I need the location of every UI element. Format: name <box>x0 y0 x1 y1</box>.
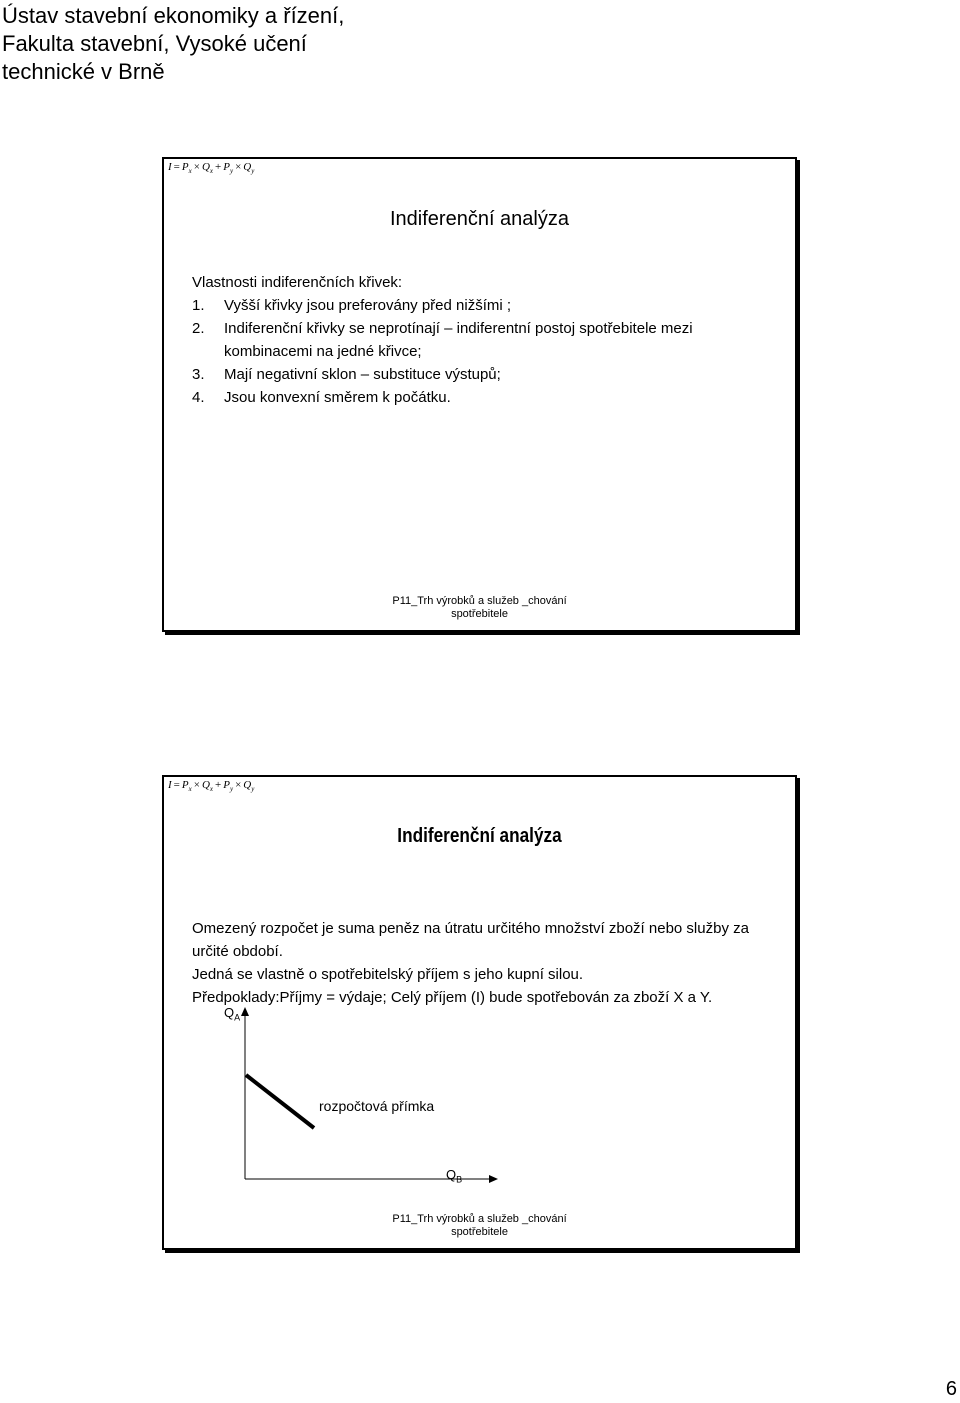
formula-subscript: y <box>251 167 255 176</box>
header-line: technické v Brně <box>2 59 165 84</box>
formula-subscript: x <box>188 785 192 794</box>
properties-list <box>192 294 712 409</box>
list-number: 3. <box>192 366 205 383</box>
formula-subscript: y <box>229 167 234 176</box>
budget-line <box>246 1075 314 1128</box>
paragraph: Jedná se vlastně o spotřebitelský příjem s jeho kupní silou. <box>192 966 584 983</box>
formula-symbol: I <box>168 161 172 173</box>
list-text: Vyšší křivky jsou preferovány před nižšími ; <box>224 297 512 314</box>
graph-svg <box>204 1005 534 1185</box>
formula-subscript: y <box>229 785 234 794</box>
budget-formula <box>168 161 254 175</box>
budget-line-label: rozpočtová přímka <box>319 1098 435 1114</box>
formula-operator: = <box>173 779 180 791</box>
footer-line: spotřebitele <box>451 1226 508 1238</box>
formula-symbol: P <box>223 161 230 173</box>
formula-subscript: x <box>209 785 214 794</box>
slide-footer <box>164 595 795 621</box>
slide-title: Indiferenční analýza <box>389 208 569 230</box>
formula-operator: + <box>215 161 222 173</box>
slide-title: Indiferenční analýza <box>397 825 562 847</box>
document-header <box>2 2 344 86</box>
list-text: Jsou konvexní směrem k počátku. <box>224 389 451 406</box>
formula-operator: = <box>173 161 180 173</box>
list-number: 2. <box>192 320 205 337</box>
list-item <box>192 386 712 409</box>
header-line: Fakulta stavební, Vysoké učení <box>2 31 307 56</box>
list-number: 4. <box>192 389 205 406</box>
list-item <box>192 317 712 363</box>
slide-2 <box>162 775 797 1250</box>
axis-letter: Q <box>224 1005 235 1020</box>
header-line: Ústav stavební ekonomiky a řízení, <box>2 3 345 28</box>
x-axis-label <box>446 1167 462 1185</box>
list-number: 1. <box>192 297 205 314</box>
list-item <box>192 294 712 317</box>
axis-letter: Q <box>446 1167 457 1182</box>
footer-line: P11_Trh výrobků a služeb _chování <box>392 595 567 607</box>
slide-body <box>192 917 752 1009</box>
budget-line-graph <box>204 1005 534 1185</box>
formula-symbol: Q <box>201 779 210 791</box>
list-item <box>192 363 712 386</box>
slide-footer <box>164 1213 795 1239</box>
formula-symbol: P <box>223 779 230 791</box>
list-text: Indiferenční křivky se neprotínají – indiferentní postoj spotřebitele mezi kombinacemi na jedné křivce; <box>224 320 693 360</box>
axis-subscript: A <box>234 1012 241 1023</box>
formula-subscript: x <box>209 167 214 176</box>
formula-symbol: I <box>168 779 172 791</box>
formula-subscript: y <box>251 785 255 794</box>
list-text: Mají negativní sklon – substituce výstupů; <box>224 366 501 383</box>
formula-symbol: Q <box>243 161 252 173</box>
footer-line: spotřebitele <box>451 608 508 620</box>
formula-symbol: Q <box>243 779 252 791</box>
list-intro: Vlastnosti indiferenčních křivek: <box>192 274 403 291</box>
slide-1 <box>162 157 797 632</box>
formula-operator: × <box>235 779 242 791</box>
formula-symbol: P <box>181 161 189 173</box>
formula-symbol: P <box>181 779 189 791</box>
formula-operator: × <box>193 161 200 173</box>
budget-formula <box>168 779 254 793</box>
slide-body <box>192 271 712 409</box>
formula-subscript: x <box>188 167 192 176</box>
page-number: 6 <box>945 1378 957 1400</box>
paragraph: Předpoklady:Příjmy = výdaje; Celý příjem (I) bude spotřebován za zboží X a Y. <box>192 989 713 1006</box>
formula-symbol: Q <box>201 161 210 173</box>
formula-operator: + <box>215 779 222 791</box>
axis-subscript: B <box>456 1174 463 1185</box>
formula-operator: × <box>193 779 200 791</box>
formula-operator: × <box>235 161 242 173</box>
paragraph: Omezený rozpočet je suma peněz na útratu určitého množství zboží nebo služby za určité období. <box>192 920 749 960</box>
footer-line: P11_Trh výrobků a služeb _chování <box>392 1213 567 1225</box>
y-axis-label <box>224 1005 240 1023</box>
x-axis-arrow-icon <box>489 1175 498 1183</box>
y-axis-arrow-icon <box>241 1007 249 1016</box>
